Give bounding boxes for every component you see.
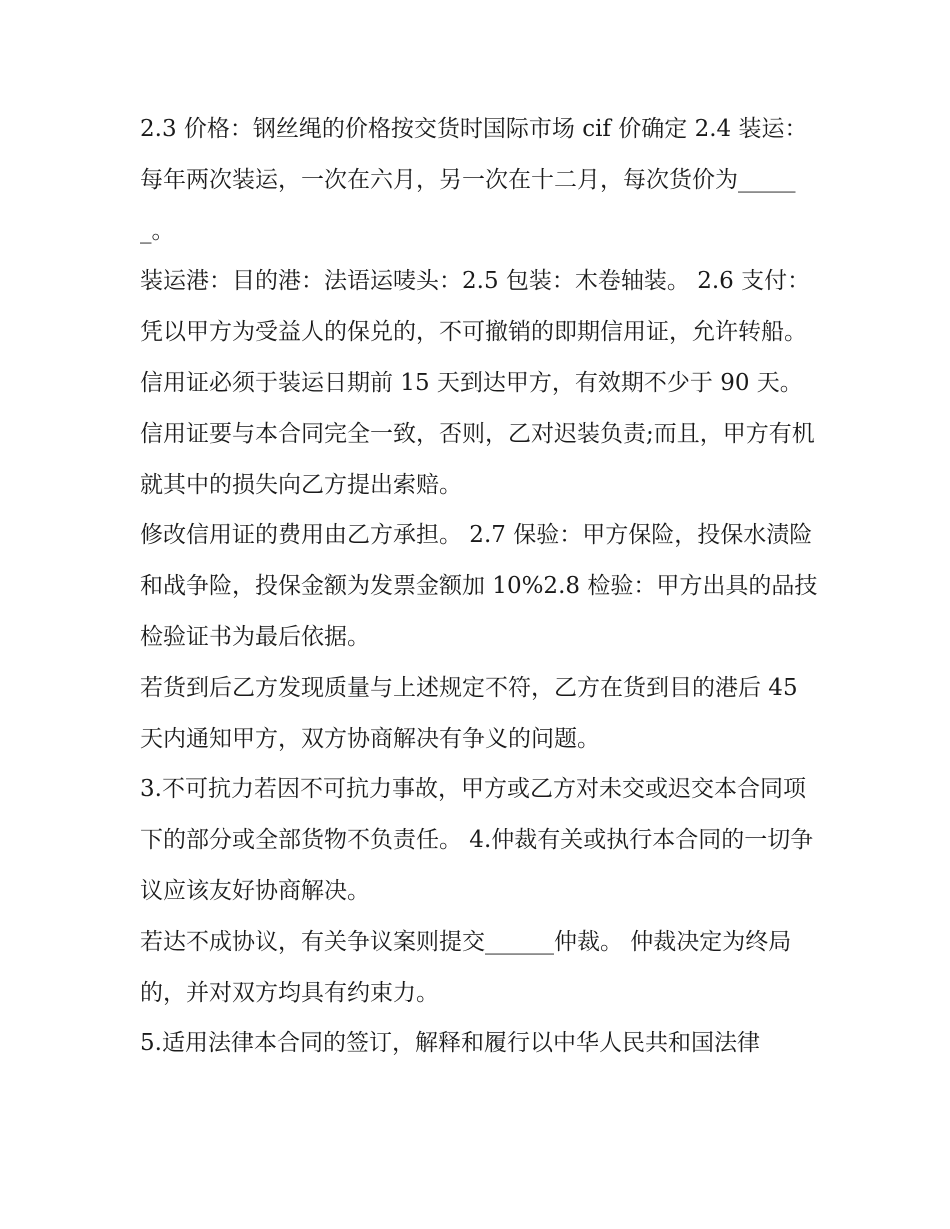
paragraph-applicable-law: 5.适用法律本合同的签订，解释和履行以中华人民共和国法律 [140,1030,760,1057]
document-body [140,104,820,1069]
paragraph-port-packing-payment: 装运港：目的港：法语运唛头：2.5 包装：木卷轴装。 2.6 支付：凭以甲方为受益人的保兑的，不可撤销的即期信用证，允许转船。 [140,268,811,346]
paragraph-force-majeure-arbitration: 3.不可抗力若因不可抗力事故，甲方或乙方对未交或迟交本合同项下的部分或全部货物不负责任。 4.仲裁有关或执行本合同的一切争议应该友好协商解决。 [140,776,814,904]
paragraph-quality-claim: 若货到后乙方发现质量与上述规定不符，乙方在货到目的港后 45 天内通知甲方，双方协商解决有争义的问题。 [140,674,805,752]
paragraph-letter-of-credit: 信用证必须于装运日期前 15 天到达甲方，有效期不少于 90 天。 信用证要与本合同完全一致，否则，乙对迟装负责;而且，甲方有机就其中的损失向乙方提出索赔。 [140,369,815,498]
paragraph-arbitration-decision: 若达不成协议，有关争议案则提交______仲裁。 仲裁决定为终局的，并对双方均具有约束力。 [140,928,792,1006]
paragraph-insurance-inspection: 修改信用证的费用由乙方承担。 2.7 保验：甲方保险，投保水渍险和战争险，投保金额为发票金额加 10%2.8 检验：甲方出具的品技检验证书为最后依据。 [140,522,818,650]
paragraph-price-shipment: 2.3 价格：钢丝绳的价格按交货时国际市场 cif 价确定 2.4 装运：每年两次装运，一次在六月，另一次在十二月，每次货价为______。 [140,116,808,244]
